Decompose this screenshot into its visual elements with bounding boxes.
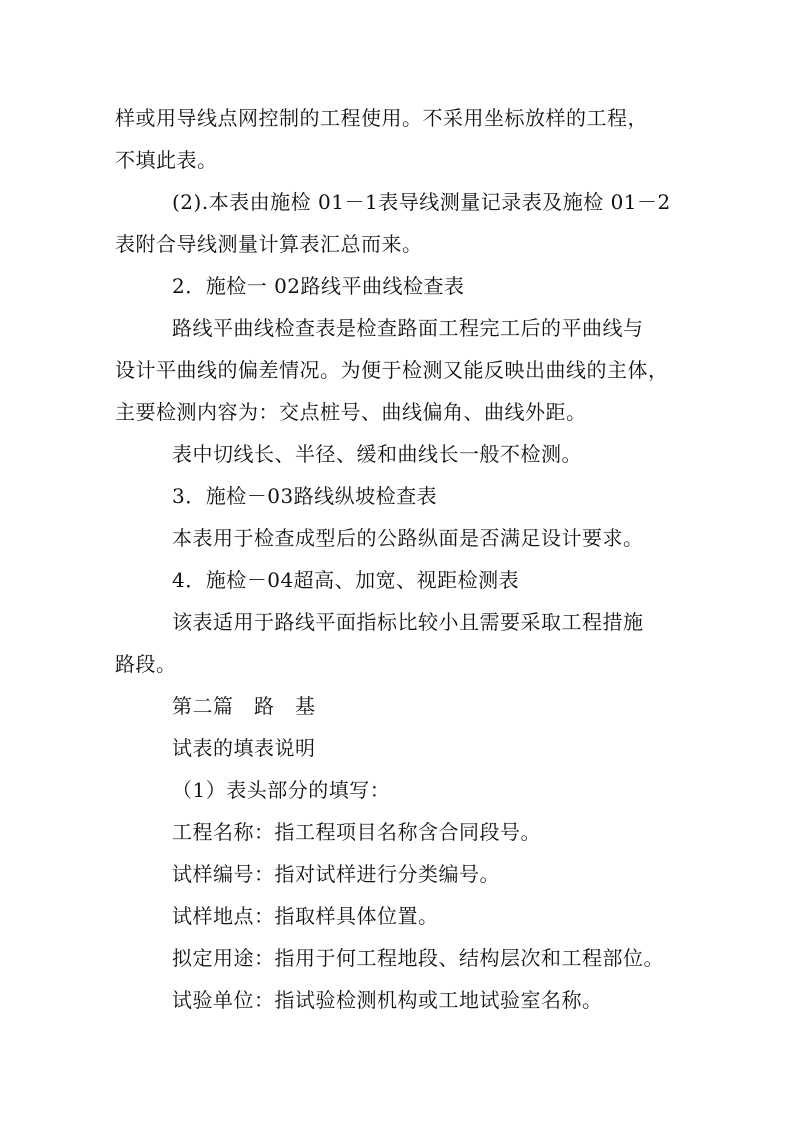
text-line-22: 试验单位：指试验检测机构或工地试验室名称。: [172, 988, 603, 1012]
text-line-8: 主要检测内容为：交点桩号、曲线偏角、曲线外距。: [115, 400, 587, 424]
text-line-2: 不填此表。: [115, 148, 218, 172]
text-line-16: 试表的填表说明: [172, 736, 316, 760]
section-heading-3: 3．施检－03路线纵坡检查表: [172, 484, 438, 508]
text-line-19: 试样编号：指对试样进行分类编号。: [172, 862, 500, 886]
part-heading: 第二篇 路 基: [172, 694, 316, 718]
text-line-3: (2).本表由施检 01－1表导线测量记录表及施检 01－2: [172, 190, 671, 214]
text-line-7: 设计平曲线的偏差情况。为便于检测又能反映出曲线的主体，: [115, 358, 669, 382]
text-line-1: 样或用导线点网控制的工程使用。不采用坐标放样的工程，: [115, 106, 648, 130]
section-heading-2: 2．施检一 02路线平曲线检查表: [172, 274, 465, 298]
text-line-9: 表中切线长、半径、缓和曲线长一般不检测。: [172, 442, 582, 466]
text-line-17: （1）表头部分的填写：: [172, 778, 391, 802]
section-heading-4: 4．施检－04超高、加宽、视距检测表: [172, 568, 520, 592]
text-line-6: 路线平曲线检查表是检查路面工程完工后的平曲线与: [172, 316, 644, 340]
text-line-11: 本表用于检查成型后的公路纵面是否满足设计要求。: [172, 526, 644, 550]
text-line-14: 路段。: [115, 652, 177, 676]
text-line-4: 表附合导线测量计算表汇总而来。: [115, 232, 423, 256]
text-line-21: 拟定用途：指用于何工程地段、结构层次和工程部位。: [172, 946, 664, 970]
text-line-18: 工程名称：指工程项目名称含合同段号。: [172, 820, 541, 844]
text-line-13: 该表适用于路线平面指标比较小且需要采取工程措施: [172, 610, 644, 634]
text-line-20: 试样地点：指取样具体位置。: [172, 904, 439, 928]
